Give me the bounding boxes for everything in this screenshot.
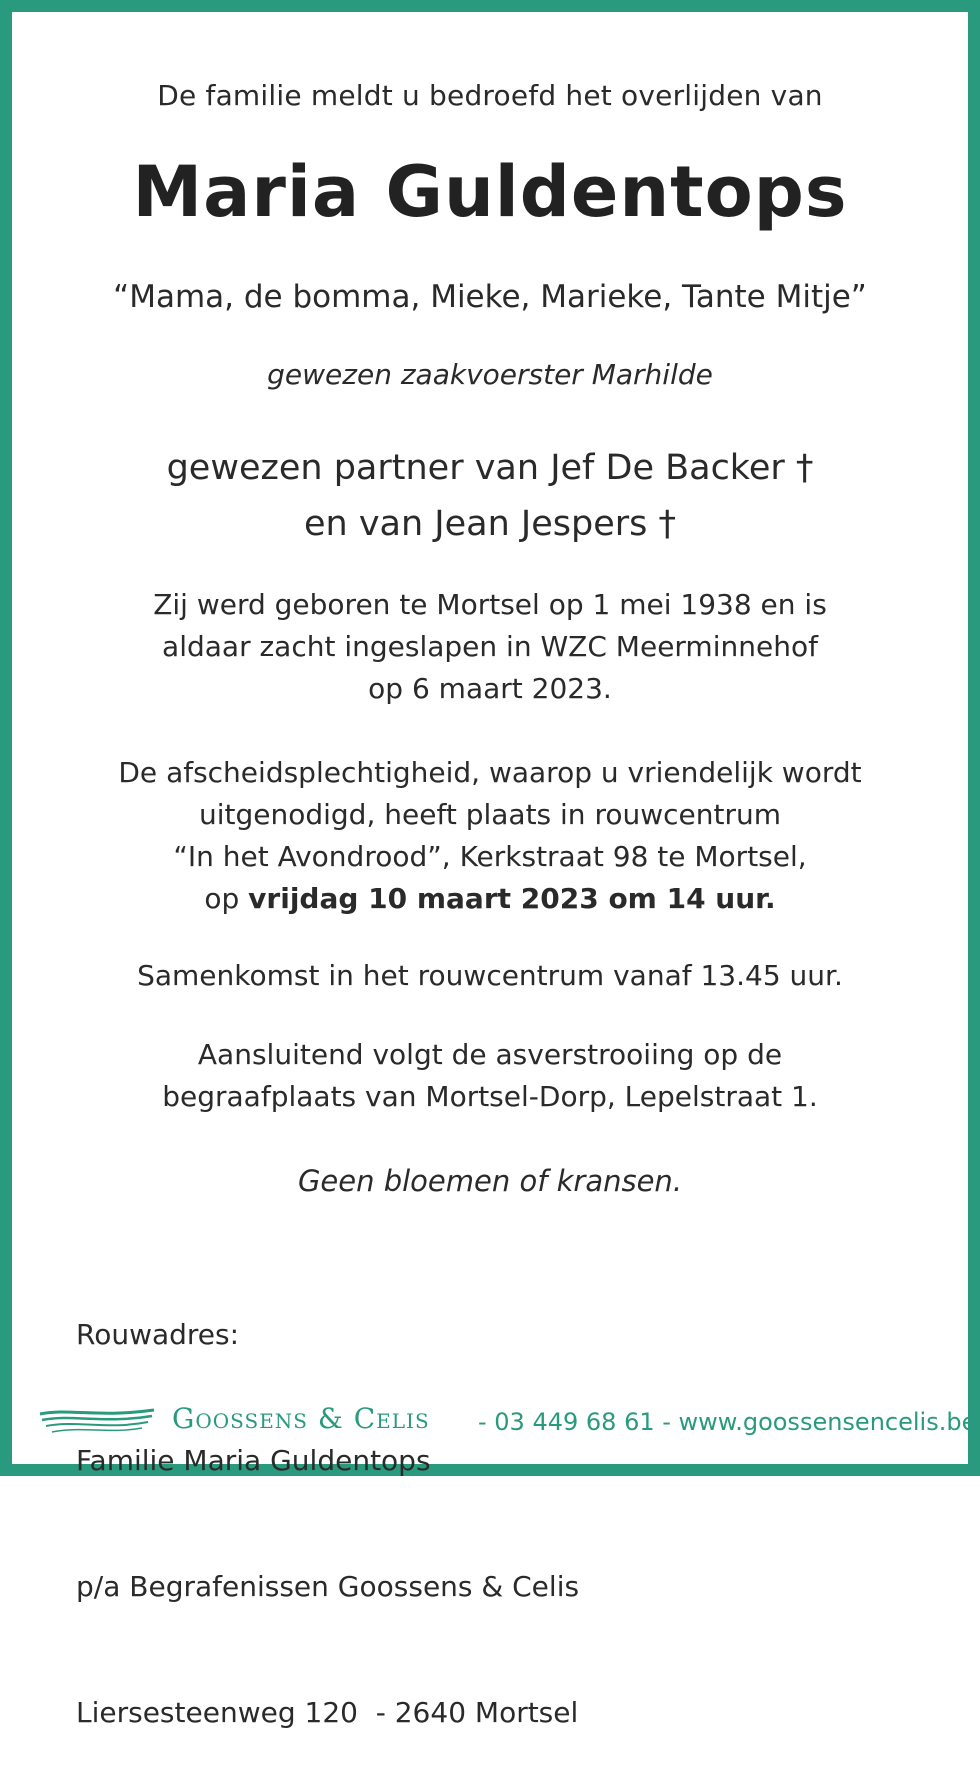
ceremony-block — [0, 752, 980, 920]
funeral-home-name: Goossens & Celis — [172, 1402, 430, 1435]
address-line: Liersesteenweg 120 - 2640 Mortsel — [76, 1696, 579, 1729]
birth-death-block — [0, 584, 980, 710]
scattering-line: begraafplaats van Mortsel-Dorp, Lepelstraat 1. — [162, 1080, 818, 1113]
ceremony-date-prefix: op — [204, 882, 249, 915]
birth-line: Zij werd geboren te Mortsel op 1 mei 1938 en is — [153, 588, 827, 621]
scattering-block — [0, 1034, 980, 1118]
ceremony-date-line — [0, 878, 980, 920]
intro-text: De familie meldt u bedroefd het overlijden van — [157, 79, 823, 112]
address-line: Familie Maria Guldentops — [76, 1444, 431, 1477]
deceased-name: Maria Guldentops — [132, 151, 848, 233]
waves-logo-icon — [38, 1406, 158, 1436]
birth-line: aldaar zacht ingeslapen in WZC Meerminnehof — [162, 630, 818, 663]
ceremony-line: uitgenodigd, heeft plaats in rouwcentrum — [198, 798, 782, 831]
former-role: gewezen zaakvoerster Marhilde — [267, 358, 713, 391]
address-line: Rouwadres: — [76, 1318, 240, 1351]
address-line: p/a Begrafenissen Goossens & Celis — [76, 1570, 580, 1603]
ceremony-line: “In het Avondrood”, Kerkstraat 98 te Mortsel, — [173, 840, 807, 873]
no-flowers-text: Geen bloemen of kransen. — [297, 1164, 683, 1198]
ceremony-date: vrijdag 10 maart 2023 om 14 uur. — [248, 882, 776, 915]
funeral-home-contact: - 03 449 68 61 - www.goossensencelis.be — [478, 1408, 977, 1436]
gathering-text: Samenkomst in het rouwcentrum vanaf 13.45 uur. — [137, 959, 843, 992]
partner-block — [0, 440, 980, 552]
partner-line: gewezen partner van Jef De Backer † — [166, 448, 814, 488]
ceremony-line: De afscheidsplechtigheid, waarop u vriendelijk wordt — [118, 756, 862, 789]
birth-line: op 6 maart 2023. — [368, 672, 612, 705]
mourning-address — [76, 1230, 579, 1776]
partner-line: en van Jean Jespers † — [303, 504, 676, 544]
nicknames: “Mama, de bomma, Mieke, Marieke, Tante Mitje” — [113, 279, 867, 315]
funeral-home-footer — [38, 1400, 977, 1444]
scattering-line: Aansluitend volgt de asverstrooiing op de — [197, 1038, 783, 1071]
